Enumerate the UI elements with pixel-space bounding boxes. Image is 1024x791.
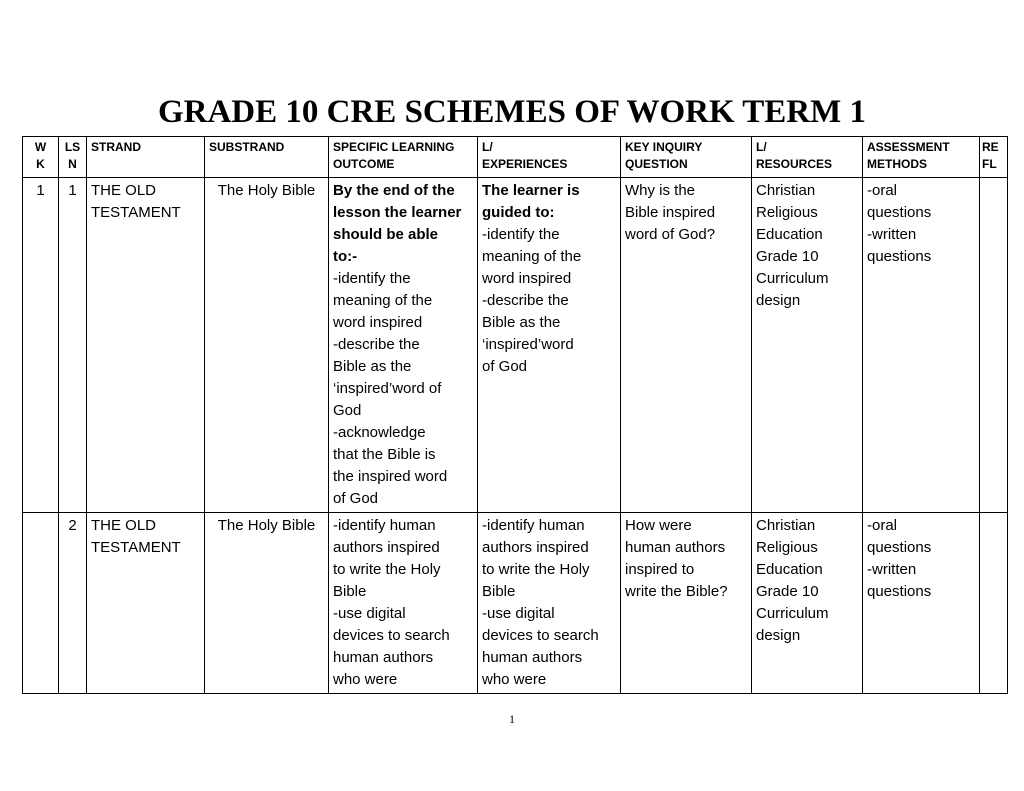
cell-resources [752,178,863,513]
text-line: to write the Holy [333,561,441,578]
text-line: human authors [625,539,726,556]
text-line: FL [982,157,997,171]
table-row [23,178,1008,513]
text-line: guided to: [482,204,555,221]
cell-outcome [329,513,478,694]
text-line: authors inspired [482,539,589,556]
text-line: The learner is [482,182,580,199]
text-line: Grade 10 [756,248,819,265]
text-line: STRAND [91,140,141,154]
cell-resources [752,513,863,694]
text-line: write the Bible? [625,583,728,600]
text-line: SUBSTRAND [209,140,285,154]
header-strand [87,137,205,178]
cell-experiences [478,513,621,694]
scheme-table [22,136,1008,694]
cell-inquiry [621,178,752,513]
text-line: to:- [333,248,358,265]
text-line: ‘inspired’word of [333,380,442,397]
cell-lsn: 2 [59,513,87,694]
text-line: questions [867,539,932,556]
text-line: design [756,292,801,309]
text-line: KEY INQUIRY [625,140,703,154]
text-line: authors inspired [333,539,440,556]
text-line: RESOURCES [756,157,833,171]
cell-wk [23,513,59,694]
text-line: Education [756,226,823,243]
text-line: Grade 10 [756,583,819,600]
text-line: that the Bible is [333,446,436,463]
experiences-list [482,515,616,691]
cell-refl [980,178,1008,513]
header-experiences [478,137,621,178]
experiences-list [482,224,616,378]
experiences-intro [482,180,616,224]
cell-lsn: 1 [59,178,87,513]
text-line: human authors [333,649,434,666]
text-line: By the end of the [333,182,455,199]
text-line: QUESTION [625,157,688,171]
text-line: -describe the [333,336,420,353]
header-lsn [59,137,87,178]
text-line: METHODS [867,157,927,171]
cell-substrand: The Holy Bible [205,513,329,694]
text-line: of God [333,490,379,507]
cell-strand [87,178,205,513]
text-line: devices to search [482,627,599,644]
text-line: -acknowledge [333,424,426,441]
text-line: EXPERIENCES [482,157,568,171]
table-row [23,513,1008,694]
header-outcome [329,137,478,178]
text-line: word inspired [482,270,572,287]
cell-experiences [478,178,621,513]
text-line: to write the Holy [482,561,590,578]
text-line: word of God? [625,226,716,243]
header-resources [752,137,863,178]
text-line: SPECIFIC LEARNING [333,140,455,154]
cell-refl [980,513,1008,694]
outcome-list [333,268,473,510]
cell-substrand: The Holy Bible [205,178,329,513]
text-line: ASSESSMENT [867,140,950,154]
text-line: THE OLD [91,182,157,199]
text-line: -identify human [482,517,585,534]
cell-assessment [863,513,980,694]
text-line: TESTAMENT [91,204,181,221]
text-line: K [36,157,45,171]
header-substrand [205,137,329,178]
text-line: -written [867,226,917,243]
text-line: RE [982,140,999,154]
text-line: OUTCOME [333,157,395,171]
text-line: W [34,140,47,154]
text-line: inspired to [625,561,695,578]
text-line: Bible as the [333,358,412,375]
text-line: Bible [333,583,367,600]
text-line: -oral [867,517,898,534]
cell-strand [87,513,205,694]
text-line: Religious [756,204,818,221]
text-line: Curriculum [756,605,829,622]
text-line: -identify the [482,226,560,243]
text-line: who were [333,671,398,688]
text-line: should be able [333,226,439,243]
text-line: THE OLD [91,517,157,534]
cell-outcome [329,178,478,513]
text-line: How were [625,517,692,534]
text-line: Education [756,561,823,578]
document-title: GRADE 10 CRE SCHEMES OF WORK TERM 1 [157,94,867,130]
text-line: human authors [482,649,583,666]
text-line: of God [482,358,528,375]
text-line: devices to search [333,627,450,644]
cell-wk: 1 [23,178,59,513]
text-line: meaning of the [333,292,433,309]
text-line: L/ [482,140,493,154]
text-line: ‘inspired’word [482,336,574,353]
text-line: questions [867,583,932,600]
header-wk [23,137,59,178]
text-line: word inspired [333,314,423,331]
header-row [23,137,1008,178]
text-line: who were [482,671,547,688]
text-line: design [756,627,801,644]
text-line: -identify human [333,517,436,534]
text-line: Bible as the [482,314,561,331]
text-line: meaning of the [482,248,582,265]
text-line: questions [867,248,932,265]
text-line: questions [867,204,932,221]
text-line: TESTAMENT [91,539,181,556]
text-line: N [68,157,77,171]
cell-inquiry [621,513,752,694]
text-line: LS [64,140,81,154]
text-line: Bible inspired [625,204,716,221]
outcome-intro [333,180,473,268]
outcome-list [333,515,473,691]
cell-assessment [863,178,980,513]
text-line: Religious [756,539,818,556]
text-line: Christian [756,182,816,199]
text-line: Bible [482,583,516,600]
text-line: -written [867,561,917,578]
header-assessment [863,137,980,178]
text-line: -describe the [482,292,569,309]
text-line: Why is the [625,182,696,199]
text-line: -use digital [333,605,406,622]
text-line: L/ [756,140,767,154]
text-line: Christian [756,517,816,534]
text-line: -identify the [333,270,411,287]
page-number: 1 [509,712,515,726]
text-line: lesson the learner [333,204,462,221]
text-line: Curriculum [756,270,829,287]
text-line: -oral [867,182,898,199]
text-line: -use digital [482,605,555,622]
text-line: the inspired word [333,468,448,485]
header-inquiry [621,137,752,178]
header-refl [980,137,1008,178]
text-line: God [333,402,362,419]
